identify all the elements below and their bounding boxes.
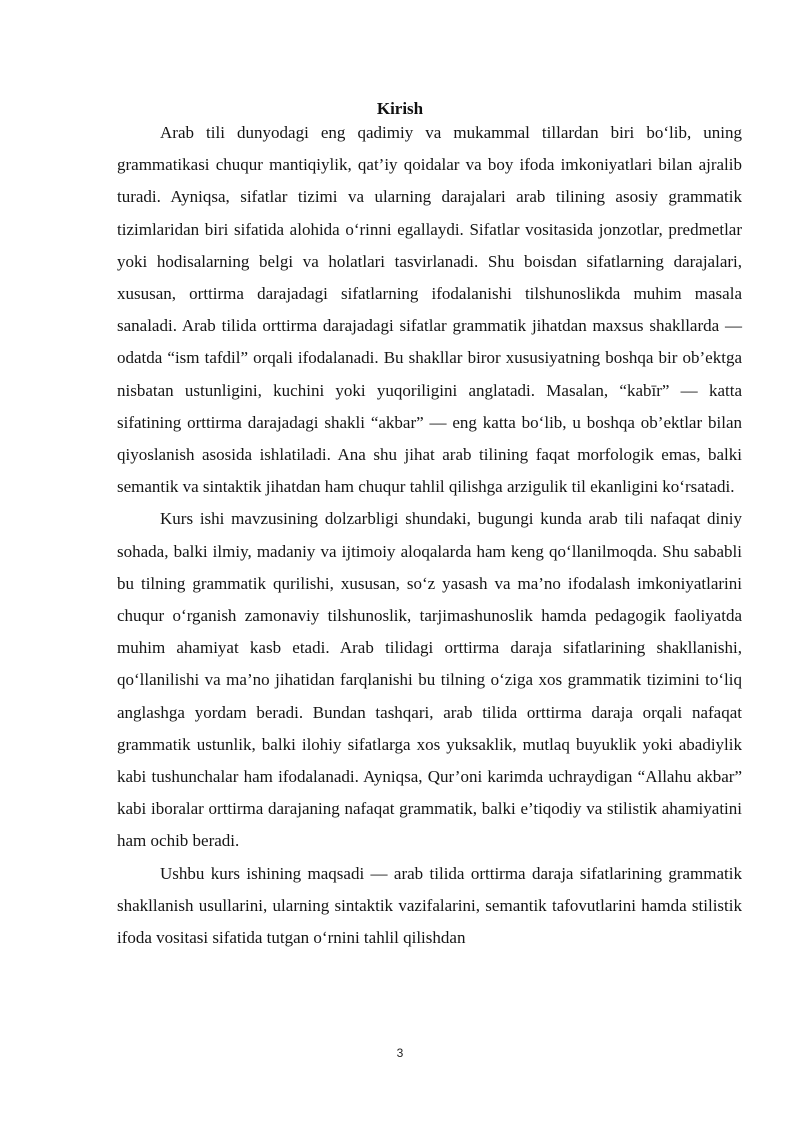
body-text	[117, 117, 742, 954]
paragraph-introduction: Arab tili dunyodagi eng qadimiy va mukammal tillardan biri bo‘lib, uning grammatikasi chuqur mantiqiylik, qat’iy qoidalar va boy ifoda imkoniyatlari bilan ajralib turadi. Ayniqsa, sifatlar tizimi va ularning darajalari arab tilining asosiy grammatik tizimlaridan biri sifatida alohida o‘rinni egallaydi. Sifatlar vositasida jonzotlar, predmetlar yoki hodisalarning belgi va holatlari tasvirlanadi. Shu boisdan sifatlarning darajalari, xususan, orttirma darajadagi sifatlarning ifodalanishi tilshunoslikda muhim masala sanaladi. Arab tilida orttirma darajadagi sifatlar grammatik jihatdan maxsus shakllarda — odatda “ism tafdil” orqali ifodalanadi. Bu shakllar biror xususiyatning boshqa bir ob’ektga nisbatan ustunligini, kuchini yoki yuqoriligini anglatadi. Masalan, “kabīr” — katta sifatining orttirma darajadagi shakli “akbar” — eng katta bo‘lib, u boshqa ob’ektlar bilan qiyoslanish asosida ishlatiladi. Ana shu jihat arab tilining faqat morfologik emas, balki semantik va sintaktik jihatdan ham chuqur tahlil qilishga arzigulik til ekanligini ko‘rsatadi.	[117, 123, 742, 497]
paragraph-goal: Ushbu kurs ishining maqsadi — arab tilida orttirma daraja sifatlarining grammatik shakllanish usullarini, ularning sintaktik vazifalarini, semantik tafovutlarini hamda stilistik ifoda vositasi sifatida tutgan o‘rnini tahlil qilishdan	[117, 863, 742, 948]
page-number: 3	[396, 1046, 404, 1060]
section-title: Kirish	[376, 99, 424, 118]
paragraph-relevance: Kurs ishi mavzusining dolzarbligi shundaki, bugungi kunda arab tili nafaqat diniy sohada, balki ilmiy, madaniy va ijtimoiy aloqalarda ham keng qo‘llanilmoqda. Shu sababli bu tilning grammatik qurilishi, xususan, so‘z yasash va ma’no ifodalash imkoniyatlarini chuqur o‘rganish zamonaviy tilshunoslik, tarjimashunoslik hamda pedagogik faoliyatda muhim ahamiyat kasb etadi. Arab tilidagi orttirma daraja sifatlarining shakllanishi, qo‘llanilishi va ma’no jihatidan farqlanishi bu tilning o‘ziga xos grammatik tizimini to‘liq anglashga yordam beradi. Bundan tashqari, arab tilida orttirma daraja orqali nafaqat grammatik ustunlik, balki ilohiy sifatlarga xos yuksaklik, mutlaq buyuklik yoki abadiylik kabi tushunchalar ham ifodalanadi. Ayniqsa, Qur’oni karimda uchraydigan “Allahu akbar” kabi iboralar orttirma darajaning nafaqat grammatik, balki e’tiqodiy va stilistik ahamiyatini ham ochib beradi.	[117, 509, 742, 851]
